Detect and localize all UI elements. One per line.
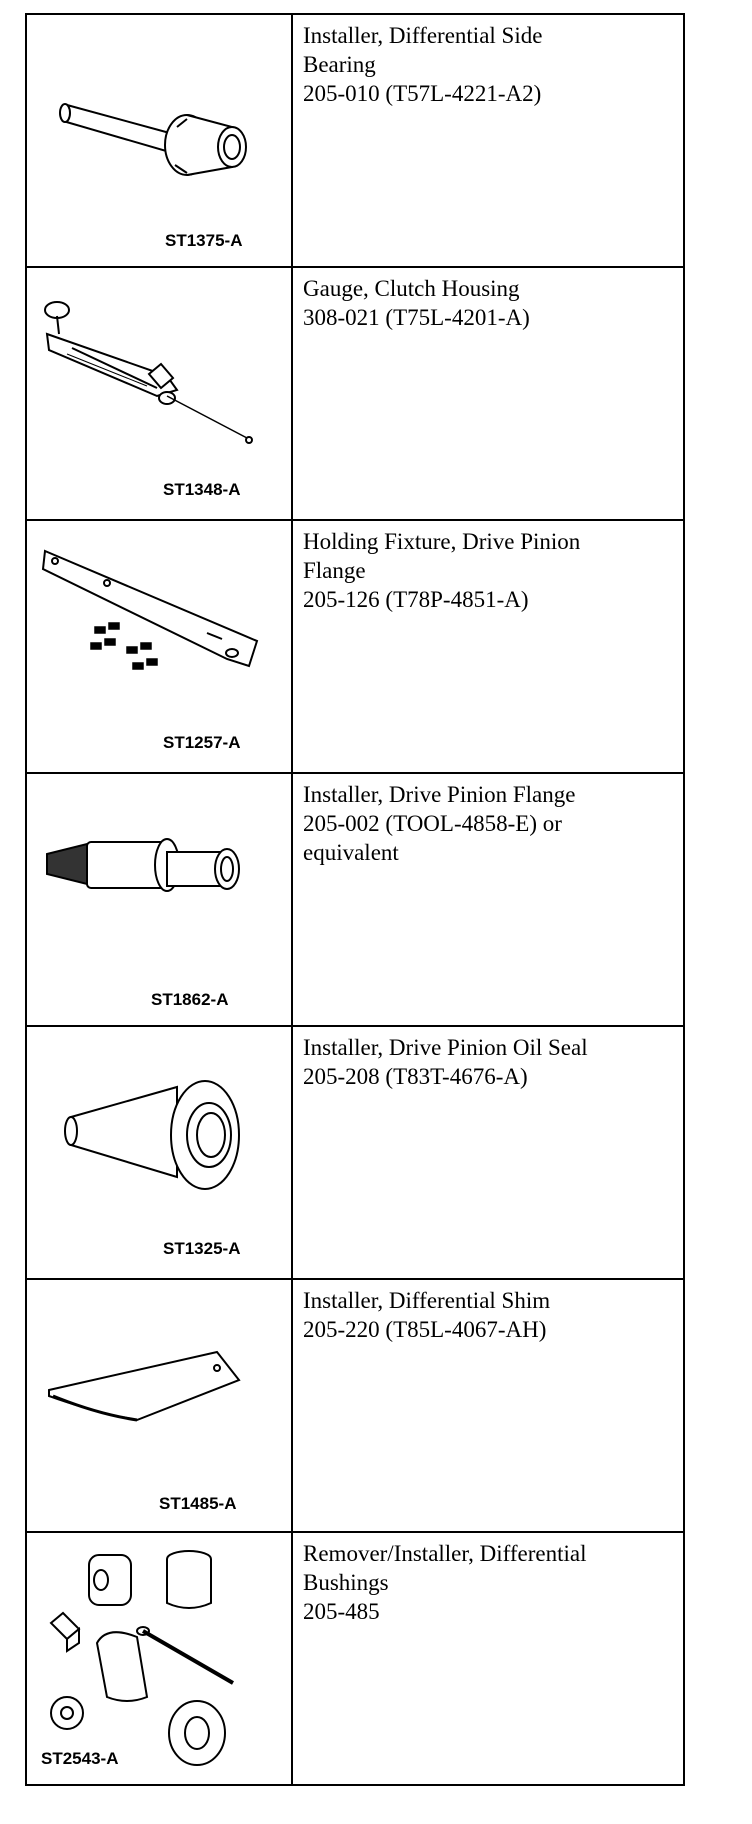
tool-name-line: Installer, Drive Pinion Flange bbox=[303, 782, 576, 807]
shim-installer-icon bbox=[27, 1280, 291, 1530]
tool-row bbox=[26, 773, 684, 1026]
pinion-flange-installer-icon bbox=[27, 774, 291, 1024]
image-code: ST1862-A bbox=[151, 990, 229, 1009]
tool-name-line: Installer, Drive Pinion Oil Seal bbox=[303, 1035, 588, 1060]
image-code: ST1375-A bbox=[165, 231, 243, 250]
tool-name-line: Gauge, Clutch Housing bbox=[303, 276, 520, 301]
tool-description-cell bbox=[292, 14, 684, 267]
tool-illustration-cell bbox=[26, 773, 292, 1026]
tool-description-cell bbox=[292, 1532, 684, 1785]
clutch-housing-gauge-icon bbox=[27, 268, 291, 518]
tool-number-line: 205-208 (T83T-4676-A) bbox=[303, 1064, 528, 1089]
tool-name-line: Bushings bbox=[303, 1570, 389, 1595]
tool-description-cell bbox=[292, 1279, 684, 1532]
tool-description-cell bbox=[292, 520, 684, 773]
tool-illustration-cell bbox=[26, 1279, 292, 1532]
image-code: ST2543-A bbox=[41, 1749, 119, 1768]
bushing-remover-installer-icon bbox=[27, 1533, 291, 1783]
holding-fixture-icon bbox=[27, 521, 291, 771]
tool-note-line: equivalent bbox=[303, 840, 399, 865]
tool-row bbox=[26, 1279, 684, 1532]
tool-number-line: 308-021 (T75L-4201-A) bbox=[303, 305, 530, 330]
special-tools-table bbox=[25, 13, 685, 1786]
oil-seal-installer-icon bbox=[27, 1027, 291, 1277]
tool-illustration-cell bbox=[26, 520, 292, 773]
tool-name-line: Installer, Differential Shim bbox=[303, 1288, 551, 1313]
tool-name-line: Bearing bbox=[303, 52, 376, 77]
tool-row bbox=[26, 520, 684, 773]
image-code: ST1325-A bbox=[163, 1239, 241, 1258]
tool-name-line: Flange bbox=[303, 558, 366, 583]
tool-name-line: Installer, Differential Side bbox=[303, 23, 543, 48]
tool-description-cell bbox=[292, 773, 684, 1026]
tool-number-line: 205-126 (T78P-4851-A) bbox=[303, 587, 529, 612]
tool-illustration-cell bbox=[26, 14, 292, 267]
tool-row bbox=[26, 14, 684, 267]
image-code: ST1348-A bbox=[163, 480, 241, 499]
image-code: ST1485-A bbox=[159, 1494, 237, 1513]
tool-name-line: Remover/Installer, Differential bbox=[303, 1541, 587, 1566]
tool-illustration-cell bbox=[26, 1532, 292, 1785]
tool-number-line: 205-485 bbox=[303, 1599, 380, 1624]
tool-row bbox=[26, 267, 684, 520]
side-bearing-installer-icon bbox=[27, 15, 291, 265]
image-code: ST1257-A bbox=[163, 733, 241, 752]
tool-description-cell bbox=[292, 267, 684, 520]
tool-illustration-cell bbox=[26, 267, 292, 520]
tool-number-line: 205-010 (T57L-4221-A2) bbox=[303, 81, 542, 106]
tool-name-line: Holding Fixture, Drive Pinion bbox=[303, 529, 581, 554]
tool-description-cell bbox=[292, 1026, 684, 1279]
tool-number-line: 205-220 (T85L-4067-AH) bbox=[303, 1317, 547, 1342]
tool-illustration-cell bbox=[26, 1026, 292, 1279]
tool-row bbox=[26, 1026, 684, 1279]
tool-number-line: 205-002 (TOOL-4858-E) or bbox=[303, 811, 562, 836]
tool-row bbox=[26, 1532, 684, 1785]
